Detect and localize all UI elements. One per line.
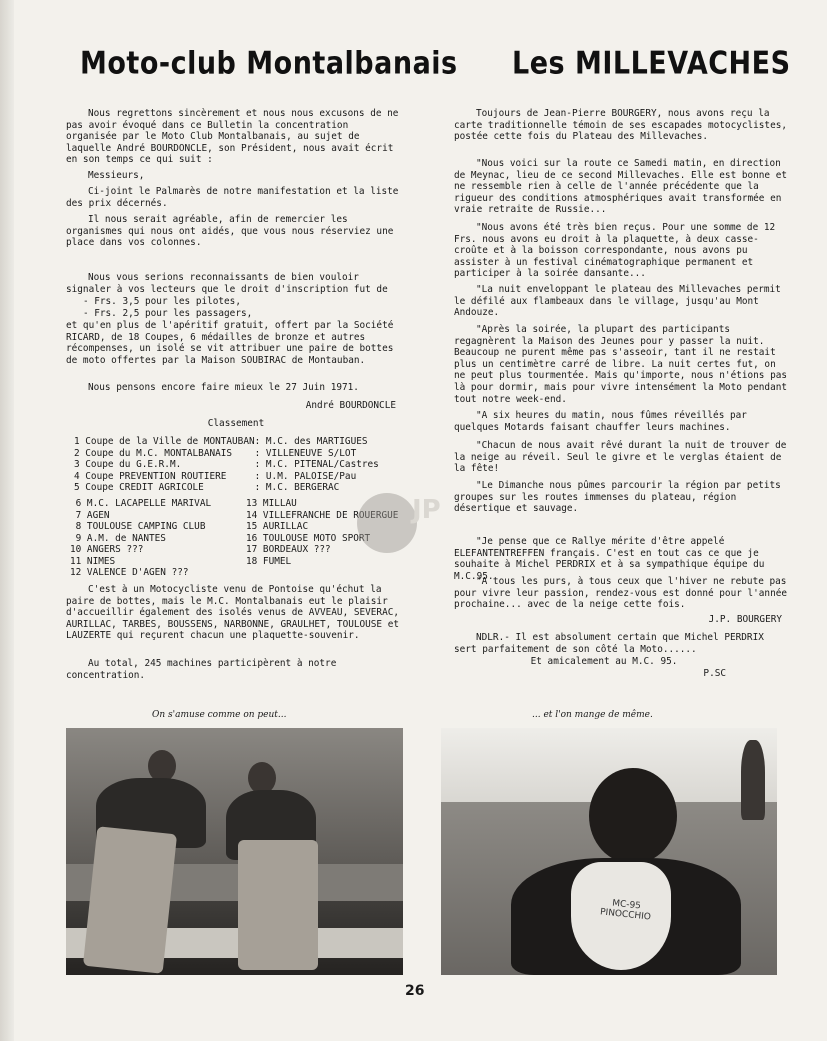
list-item: 5 Coupe CREDIT AGRICOLE : M.C. BERGERAC <box>74 482 340 493</box>
list-item: 6 M.C. LACAPELLE MARIVAL <box>70 498 212 509</box>
left-fees-list: - Frs. 3,5 pour les pilotes, - Frs. 2,5 pour les passagers, <box>82 296 253 319</box>
left-paragraph-1: Ci-joint le Palmarès de notre manifestation et la liste des prix décernés. <box>66 186 405 209</box>
right-quote-7: "Le Dimanche nous pûmes parcourir la région par petits groupes sur les routes immenses du plateau, région désertique et sauvage. <box>454 480 787 515</box>
left-intro-paragraph: Nous regrettons sincèrement et nous nous excusons de ne pas avoir évoqué dans ce Bulletin la concentration organisée par le Moto Club Montalbanais, au sujet de laquelle André BOURDONCLE, son Président, nous avait écrit en son temps ce qui suit : <box>66 108 405 166</box>
svg-text:JP: JP <box>412 495 441 525</box>
right-quote-8: "Je pense que ce Rallye mérite d'être appelé ELEFANTENTREFFEN français. C'est en tout cas ce que je souhaite à Michel PERDRIX et à sa sympathique équipe du M.C.95. <box>454 536 771 582</box>
left-salutation: Messieurs, <box>88 170 145 181</box>
right-quote-2: "Nous avons été très bien reçus. Pour une somme de 12 Frs. nous avons eu droit à la plaquette, à deux casse-croûte et à la boisson correspondante, nous avons pu assister à un festival cinématographique permanent et participer à la soirée dansante... <box>454 222 781 280</box>
left-paragraph-2: Il nous serait agréable, afin de remercier les organismes qui nous ont aidés, que vous nous réserviez une place dans vos colonnes. <box>66 214 400 249</box>
list-item: 2 Coupe du M.C. MONTALBANAIS : VILLENEUVE S/LOT <box>74 447 357 459</box>
right-quote-3: "La nuit enveloppant le plateau des Millevaches permit le défilé aux flambeaux dans le village, jusqu'au Mont Andouze. <box>454 284 787 319</box>
list-item: 10 ANGERS ??? <box>70 544 144 555</box>
list-item: 16 TOULOUSE MOTO SPORT <box>246 532 371 544</box>
right-intro-paragraph: Toujours de Jean-Pierre BOURGERY, nous avons reçu la carte traditionnelle témoin de ses escapades motocyclistes, postée cette fois du Plateau des Millevaches. <box>454 108 793 143</box>
list-item: 13 MILLAU <box>246 498 297 509</box>
list-item: 4 Coupe PREVENTION ROUTIERE : U.M. PALOISE/Pau <box>74 470 357 482</box>
list-item: 7 AGEN <box>70 509 110 521</box>
left-article-title: Moto-club Montalbanais <box>80 45 458 82</box>
right-quote-6: "Chacun de nous avait rêvé durant la nuit de trouver de la neige au réveil. Seul le givre et le verglas étaient de la fête! <box>454 440 793 475</box>
list-item: 15 AURILLAC <box>246 521 309 532</box>
right-quote-5: "A six heures du matin, nous fûmes réveillés par quelques Motards faisant chauffer leurs machines. <box>454 410 753 433</box>
ndlr-note: NDLR.- Il est absolument certain que Michel PERDRIX sert parfaitement de son côté la Moto...... <box>454 632 770 655</box>
eating-photo <box>441 728 777 975</box>
list-item: 18 FUMEL <box>246 555 292 567</box>
list-item: 3 Coupe du G.E.R.M. : M.C. PITENAL/Castres <box>74 459 379 470</box>
left-paragraph-5: C'est à un Motocycliste venu de Pontoise qu'échut la paire de bottes, mais le M.C. Montalbanais eut le plaisir d'accueillir également des isolés venus de AVVEAU, SEVERAC, AURILLAC, TARBES, BOUSSENS, NARBONNE, GRAULHET, TOULOUSE et LAUZERTE qui reçurent chacun une plaquette-souvenir. <box>66 584 405 642</box>
left-paragraph-3a: Nous vous serions reconnaissants de bien vouloir signaler à vos lecteurs que le droit d'inscription fut de <box>66 272 388 295</box>
right-quote-1: "Nous voici sur la route ce Samedi matin, en direction de Meynac, lieu de ce second Millevaches. Elle est bonne et ne ressemble rien à celle de l'année précédente que la rigueur des conditions atmosphériques avait transformée en vraie retraite de Russie... <box>454 158 793 216</box>
page-binding-edge <box>0 0 14 1041</box>
left-paragraph-6: Au total, 245 machines participèrent à notre concentration. <box>66 658 343 681</box>
left-paragraph-3c: et qu'en plus de l'apéritif gratuit, offert par la Société RICARD, de 18 Coupes, 6 médailles de bronze et autres récompenses, un isolé se vit attribuer une paire de bottes de moto offertes par la Maison SOUBIRAC de Montauban. <box>66 320 400 366</box>
initials: P.SC <box>703 668 726 679</box>
right-quote-9: "A tous les purs, à tous ceux que l'hiver ne rebute pas pour vivre leur passion, rendez-vous est donné pour l'année prochaine... avec de la neige cette fois. <box>454 576 793 611</box>
page-number: 26 <box>405 983 425 999</box>
list-item: 12 VALENCE D'AGEN ??? <box>70 567 189 578</box>
right-quote-4: "Après la soirée, la plupart des participants regagnèrent la Maison des Jeunes pour y passer la nuit. Beaucoup ne purent même pas s'asseoir, tant il ne restait plus un centimètre carré de libre. La nuit certes fut, on ne peut plus tourmentée. Mais qu'importe, nous n'étions pas là pour dormir, mais pour vivre intensément la Moto pendant tout notre week-end. <box>454 324 793 405</box>
list-item: 14 VILLEFRANCHE DE ROUERGUE <box>246 509 399 521</box>
classement-title: Classement <box>207 418 265 429</box>
list-item: 1 Coupe de la Ville de MONTAUBAN: M.C. des MARTIGUES <box>74 436 368 447</box>
list-item: 9 A.M. de NANTES <box>70 532 166 544</box>
right-signature: J.P. BOURGERY <box>708 614 782 625</box>
left-signature: André BOURDONCLE <box>305 400 396 411</box>
left-photo-caption: On s'amuse comme on peut... <box>152 710 287 720</box>
right-photo-caption: ... et l'on mange de même. <box>532 710 653 720</box>
list-item: 11 NIMES <box>70 555 116 567</box>
sack-race-photo <box>66 728 403 975</box>
list-item: 8 TOULOUSE CAMPING CLUB <box>70 521 206 532</box>
closing-line: Et amicalement au M.C. 95. <box>530 656 678 667</box>
left-paragraph-4: Nous pensons encore faire mieux le 27 Juin 1971. <box>88 382 359 393</box>
list-item: 17 BORDEAUX ??? <box>246 544 331 555</box>
ranks-list-a <box>70 498 250 579</box>
bib-text: MC-95 PINOCCHIO <box>599 898 652 923</box>
watermark-stamp-icon <box>352 478 462 568</box>
right-article-title: Les MILLEVACHES <box>512 45 791 82</box>
